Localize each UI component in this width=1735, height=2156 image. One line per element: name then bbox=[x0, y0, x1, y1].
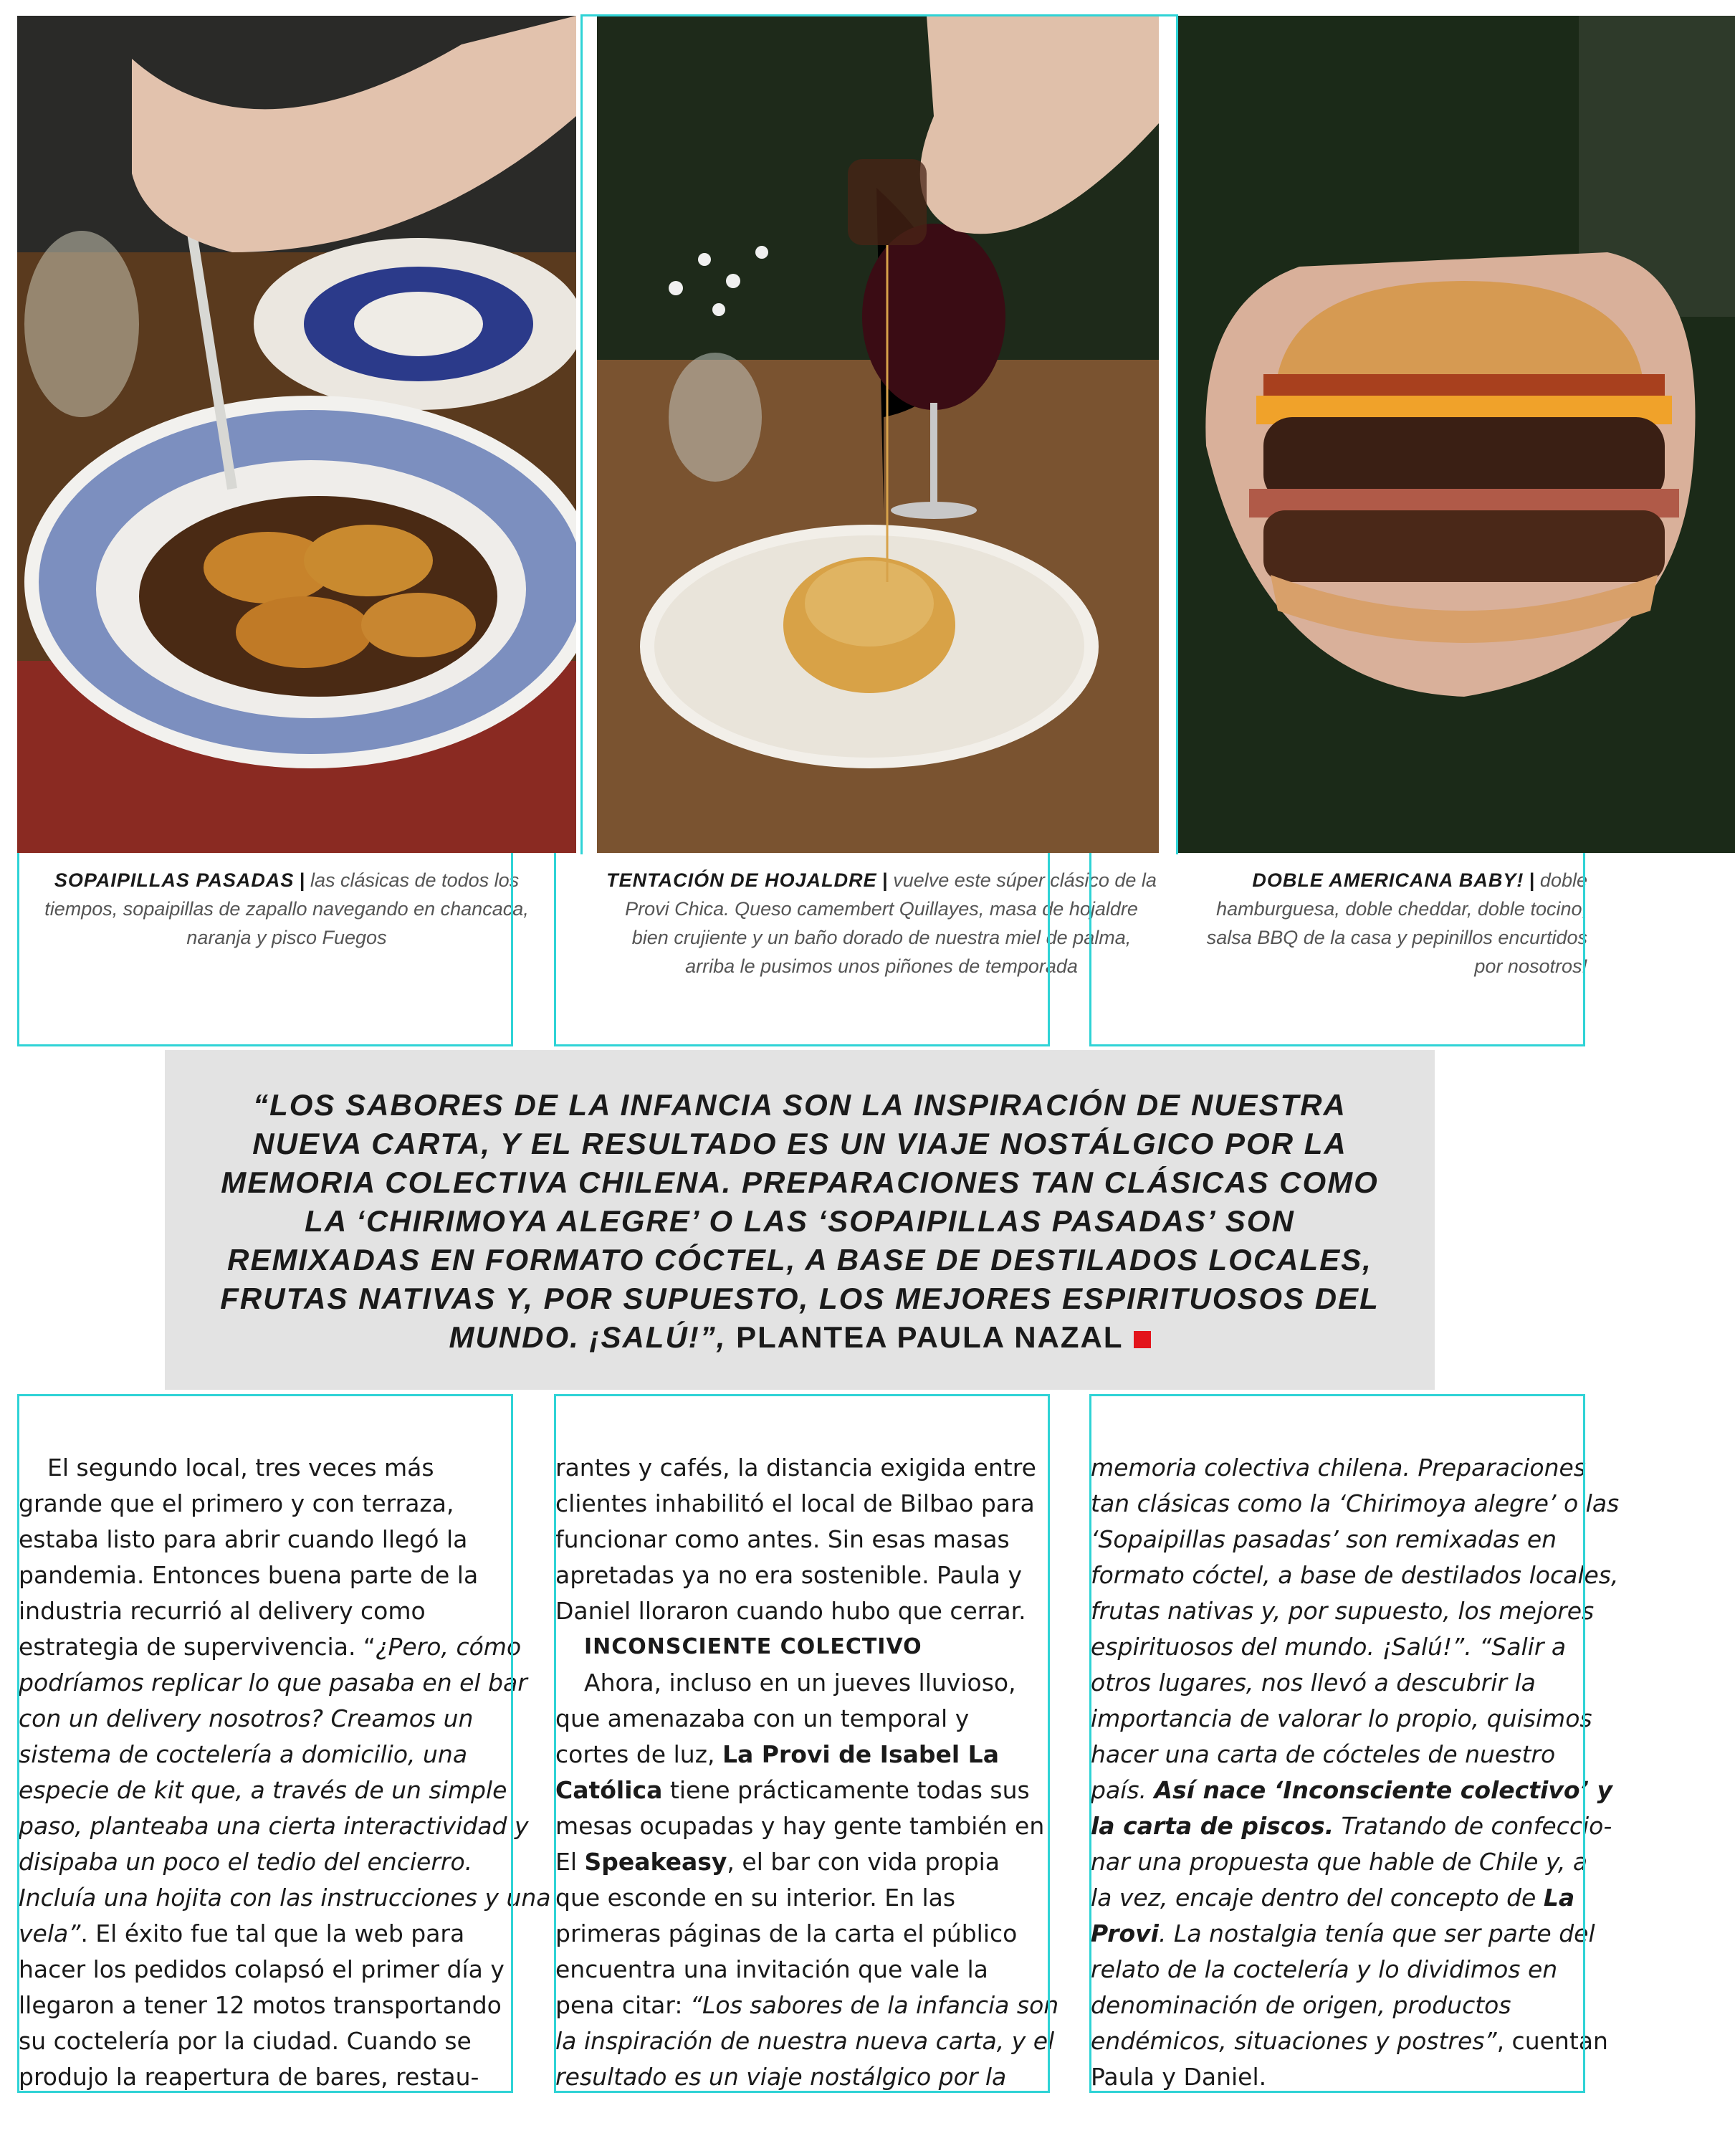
body-line bbox=[555, 1880, 1050, 1916]
text-run: estaba listo para abrir cuando llegó la bbox=[19, 1525, 468, 1553]
text-run: . El éxito fue tal que la web para bbox=[80, 1919, 465, 1947]
text-run: rantes y cafés, la distancia exigida entre bbox=[555, 1454, 1036, 1482]
text-run: . La nostalgia tenía que ser parte del bbox=[1158, 1919, 1595, 1947]
end-mark-icon bbox=[1134, 1331, 1151, 1348]
text-run: hacer los pedidos colapsó el primer día y bbox=[19, 1955, 505, 1983]
body-line bbox=[19, 1486, 513, 1522]
text-run: Ahora, incluso en un jueves lluvioso, bbox=[584, 1669, 1016, 1697]
body-line bbox=[1091, 1486, 1620, 1522]
caption-separator: | bbox=[1529, 869, 1535, 891]
text-run: país. bbox=[1091, 1776, 1155, 1804]
text-run: Daniel lloraron cuando hubo que cerrar. bbox=[555, 1597, 1026, 1625]
text-run: su coctelería por la ciudad. Cuando se bbox=[19, 2027, 472, 2055]
text-run: relato de la coctelería y lo dividimos en bbox=[1091, 1955, 1558, 1983]
text-run: El segundo local, tres veces más bbox=[47, 1454, 434, 1482]
body-line bbox=[1091, 1952, 1585, 1988]
body-line bbox=[19, 1629, 522, 1665]
body-line bbox=[555, 1701, 1050, 1737]
body-line bbox=[1091, 1916, 1595, 1952]
body-line bbox=[19, 1773, 513, 1808]
text-run: Católica bbox=[555, 1776, 663, 1804]
caption-text: las clásicas de todos los tiempos, sopaipillas de zapallo navegando en chancaca, naranja y pisco Fuegos bbox=[44, 869, 529, 948]
quote-author: PLANTEA PAULA NAZAL bbox=[736, 1320, 1124, 1354]
body-column-2 bbox=[555, 1450, 1059, 2095]
text-run: El bbox=[555, 1848, 585, 1876]
text-run: Paula y Daniel. bbox=[1091, 2063, 1267, 2091]
body-line bbox=[555, 1844, 1050, 1880]
body-line bbox=[19, 1665, 527, 1701]
text-run: memoria colectiva chilena. Preparaciones bbox=[1091, 1454, 1586, 1482]
caption-text: doble hamburguesa, doble cheddar, doble tocino, salsa BBQ de la casa y pepinillos encurtidos por nosotros! bbox=[1206, 869, 1587, 977]
text-run: pena citar: bbox=[555, 1991, 690, 2019]
body-column-3 bbox=[1091, 1450, 1620, 2095]
text-run: ¿Pero, cómo bbox=[376, 1633, 522, 1661]
text-run: espirituosos del mundo. ¡Salú!”. “Salir a bbox=[1091, 1633, 1567, 1661]
caption-burger bbox=[1186, 866, 1587, 981]
text-run: que esconde en su interior. En las bbox=[555, 1884, 956, 1912]
body-line bbox=[555, 1450, 1050, 1486]
caption-separator: | bbox=[882, 869, 888, 891]
body-line bbox=[1091, 1773, 1613, 1808]
text-run: hacer una carta de cócteles de nuestro bbox=[1091, 1740, 1556, 1768]
text-run: estrategia de supervivencia. “ bbox=[19, 1633, 376, 1661]
caption-title: DOBLE AMERICANA BABY! bbox=[1252, 869, 1524, 891]
text-run: con un delivery nosotros? Creamos un bbox=[19, 1704, 474, 1732]
body-line bbox=[1091, 1665, 1585, 1701]
caption-title: SOPAIPILLAS PASADAS bbox=[54, 869, 295, 891]
body-line bbox=[1091, 2023, 1608, 2059]
caption-sopaipillas bbox=[29, 866, 545, 952]
text-run: industria recurrió al delivery como bbox=[19, 1597, 426, 1625]
photo-burger bbox=[1177, 16, 1735, 853]
body-line bbox=[1091, 1450, 1585, 1486]
photo-sopaipillas bbox=[17, 16, 576, 853]
body-line bbox=[555, 2059, 1050, 2095]
body-line bbox=[19, 1916, 513, 1952]
body-column-1 bbox=[19, 1450, 551, 2095]
text-run: grande que el primero y con terraza, bbox=[19, 1489, 454, 1517]
body-line bbox=[555, 1773, 1050, 1808]
body-line bbox=[555, 1558, 1050, 1593]
text-run: cortes de luz, bbox=[555, 1740, 722, 1768]
section-subhead: INCONSCIENTE COLECTIVO bbox=[584, 1634, 922, 1659]
body-line bbox=[19, 1558, 513, 1593]
text-run: encuentra una invitación que vale la bbox=[555, 1955, 988, 1983]
text-run: la carta de piscos. bbox=[1091, 1812, 1334, 1840]
text-run: otros lugares, nos llevó a descubrir la bbox=[1091, 1669, 1536, 1697]
body-line bbox=[1091, 1629, 1585, 1665]
text-run: Speakeasy bbox=[584, 1848, 727, 1876]
body-line bbox=[555, 1952, 1050, 1988]
text-run: “Los sabores de la infancia son bbox=[689, 1991, 1059, 2019]
text-run: Provi bbox=[1091, 1919, 1159, 1947]
body-line bbox=[555, 1522, 1050, 1558]
body-line bbox=[555, 1486, 1050, 1522]
text-run: Tratando de confeccio- bbox=[1334, 1812, 1612, 1840]
body-line bbox=[19, 1450, 513, 1486]
body-line bbox=[19, 1737, 513, 1773]
text-run: ‘Sopaipillas pasadas’ son remixadas en bbox=[1091, 1525, 1557, 1553]
body-line bbox=[1091, 1593, 1595, 1629]
body-line bbox=[1091, 1522, 1585, 1558]
body-line bbox=[555, 1916, 1050, 1952]
pull-quote bbox=[165, 1050, 1435, 1390]
text-run: sistema de coctelería a domicilio, una bbox=[19, 1740, 468, 1768]
text-run: la inspiración de nuestra nueva carta, y el bbox=[555, 2027, 1055, 2055]
text-run: La bbox=[1543, 1884, 1575, 1912]
text-run: mesas ocupadas y hay gente también en bbox=[555, 1812, 1045, 1840]
body-line bbox=[1091, 1737, 1585, 1773]
body-line bbox=[1091, 1880, 1585, 1916]
body-line bbox=[19, 1808, 529, 1844]
body-line bbox=[1091, 1701, 1592, 1737]
text-run: apretadas ya no era sostenible. Paula y bbox=[555, 1561, 1023, 1589]
body-line bbox=[19, 1701, 513, 1737]
text-run: tan clásicas como la ‘Chirimoya alegre’ o las bbox=[1091, 1489, 1620, 1517]
text-run: Incluía una hojita con las instrucciones y una bbox=[19, 1884, 551, 1912]
text-run: especie de kit que, a través de un simple bbox=[19, 1776, 507, 1804]
text-run: denominación de origen, productos bbox=[1091, 1991, 1511, 2019]
text-run: que amenazaba con un temporal y bbox=[555, 1704, 970, 1732]
body-line bbox=[555, 2023, 1055, 2059]
caption-text: vuelve este súper clásico de la Provi Chica. Queso camembert Quillayes, masa de hojaldre bien crujiente y un baño dorado de nuestra miel de palma, arriba le pusimos unos piñones de temporada bbox=[625, 869, 1157, 977]
body-line bbox=[1091, 1808, 1612, 1844]
text-run: resultado es un viaje nostálgico por la bbox=[555, 2063, 1007, 2091]
text-run: endémicos, situaciones y postres” bbox=[1091, 2027, 1497, 2055]
body-line bbox=[19, 1593, 513, 1629]
body-line bbox=[555, 1988, 1059, 2023]
text-run: Así nace ‘Inconsciente colectivo’ y bbox=[1154, 1776, 1613, 1804]
layout-guide-photo2 bbox=[580, 14, 583, 854]
body-line bbox=[19, 1952, 513, 1988]
text-run: llegaron a tener 12 motos transportando bbox=[19, 1991, 502, 2019]
body-line bbox=[1091, 2059, 1585, 2095]
body-line bbox=[555, 1808, 1050, 1844]
text-run: produjo la reapertura de bares, restau- bbox=[19, 2063, 479, 2091]
text-run: la vez, encaje dentro del concepto de bbox=[1091, 1884, 1544, 1912]
body-line bbox=[555, 1665, 1050, 1701]
text-run: primeras páginas de la carta el público bbox=[555, 1919, 1018, 1947]
body-line bbox=[1091, 1988, 1585, 2023]
text-run: importancia de valorar lo propio, quisimos bbox=[1091, 1704, 1592, 1732]
text-run: podríamos replicar lo que pasaba en el bar bbox=[19, 1669, 527, 1697]
text-run: disipaba un poco el tedio del encierro. bbox=[19, 1848, 473, 1876]
text-run: nar una propuesta que hable de Chile y, a bbox=[1091, 1848, 1588, 1876]
text-run: clientes inhabilitó el local de Bilbao para bbox=[555, 1489, 1035, 1517]
text-run: vela” bbox=[19, 1919, 81, 1947]
body-line bbox=[19, 1988, 513, 2023]
text-run: , el bar con vida propia bbox=[727, 1848, 1000, 1876]
caption-separator: | bbox=[299, 869, 305, 891]
text-run: pandemia. Entonces buena parte de la bbox=[19, 1561, 479, 1589]
text-run: frutas nativas y, por supuesto, los mejores bbox=[1091, 1597, 1595, 1625]
pull-quote-text bbox=[215, 1086, 1385, 1357]
text-run: La Provi de Isabel La bbox=[722, 1740, 999, 1768]
photo-hojaldre bbox=[597, 16, 1159, 853]
body-line bbox=[1091, 1558, 1619, 1593]
body-line bbox=[555, 1593, 1050, 1629]
body-line bbox=[19, 1522, 513, 1558]
body-line bbox=[19, 2059, 513, 2095]
quote-body: “LOS SABORES DE LA INFANCIA SON LA INSPIRACIÓN DE NUESTRA NUEVA CARTA, Y EL RESULTADO ES UN VIAJE NOSTÁLGICO POR LA MEMORIA COLECTIVA CHILENA. PREPARACIONES TAN CLÁSICAS COMO LA ‘CHIRIMOYA ALEGRE’ O LAS ‘SOPAIPILLAS PASADAS’ SON REMIXADAS EN FORMATO CÓCTEL, A BASE DE DESTILADOS LOCALES, FRUTAS NATIVAS Y, POR SUPUESTO, LOS MEJORES ESPIRITUOSOS DEL MUNDO. ¡SALÚ!”, bbox=[220, 1088, 1380, 1354]
body-line bbox=[19, 2023, 513, 2059]
body-line bbox=[19, 1880, 551, 1916]
body-line bbox=[19, 1844, 513, 1880]
caption-title: TENTACIÓN DE HOJALDRE bbox=[606, 869, 877, 891]
text-run: formato cóctel, a base de destilados locales, bbox=[1091, 1561, 1619, 1589]
text-run: tiene prácticamente todas sus bbox=[662, 1776, 1030, 1804]
body-line bbox=[555, 1737, 1050, 1773]
caption-hojaldre bbox=[606, 866, 1157, 981]
text-run: funcionar como antes. Sin esas masas bbox=[555, 1525, 1010, 1553]
body-line bbox=[1091, 1844, 1588, 1880]
text-run: paso, planteaba una cierta interactividad y bbox=[19, 1812, 529, 1840]
text-run: , cuentan bbox=[1496, 2027, 1608, 2055]
